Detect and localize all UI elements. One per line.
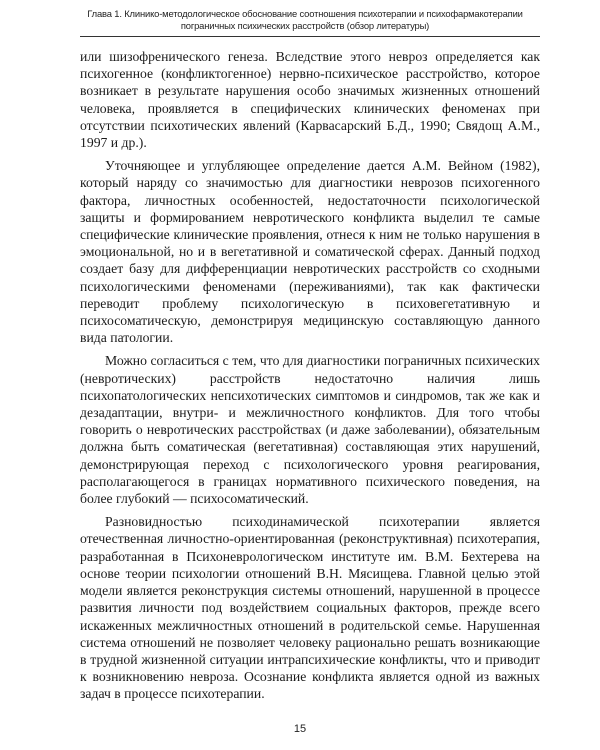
paragraph-1: или шизофренического генеза. Вследствие этого невроз определяется как психогенное (конфликтогенное) нервно-психическое расстройство, которое возникает в результате нарушения особо значимых жизненных отношений человека, проявляется в специфических клинических феноменах при отсутствии психотических явлений (Карвасарский Б.Д., 1990; Свядощ А.М., 1997 и др.). bbox=[80, 49, 540, 151]
paragraph-3: Можно согласиться с тем, что для диагностики пограничных психических (невротических) расстройств недостаточно наличия лишь психопатологических непсихотических симптомов и синдромов, так же как и дезадаптации, внутри- и межличностного конфликтов. Для того чтобы говорить о невротических расстройствах (и даже заболевании), обязательным должна быть соматическая (вегетативная) составляющая этих нарушений, демонстрирующая переход с психологического уровня реагирования, располагающегося в границах нормативного психического поведения, на более глубокий — психосоматический. bbox=[80, 353, 540, 507]
page-number: 15 bbox=[293, 723, 307, 735]
paragraph-2: Уточняющее и углубляющее определение дается А.М. Вейном (1982), который наряду со значимостью для диагностики неврозов психогенного фактора, личностных особенностей, недостаточности психологической защиты и формированием невротического конфликта выделил те самые специфические клинические проявления, отнеся к ним не только нарушения в эмоциональной, но и в вегетативной и соматической сферах. Данный подход создает базу для дифференциации невротических расстройств со сходными психологическими феноменами (переживаниями), так как фактически переводит проблему психологическую в психовегетативную и психосоматическую, демонстрируя медицинскую составляющую данного вида патологии. bbox=[80, 158, 540, 346]
running-header bbox=[70, 8, 540, 32]
header-divider bbox=[80, 36, 540, 37]
running-header-line-2: пограничных психических расстройств (обзор литературы) bbox=[180, 20, 430, 31]
running-header-line-1: Глава 1. Клинико-методологическое обоснование соотношения психотерапии и психофармакотерапии bbox=[87, 8, 523, 19]
page-body bbox=[80, 48, 540, 703]
paragraph-4: Разновидностью психодинамической психотерапии является отечественная личностно-ориентированная (реконструктивная) психотерапия, разработанная в Психоневрологическом институте им. В.М. Бехтерева на основе теории психологии отношений В.Н. Мясищева. Главной целью этой модели является реконструкция системы отношений, нарушенной в процессе развития личности под воздействием социальных факторов, прежде всего искаженных межличностных отношений в родительской семье. Нарушенная система отношений не позволяет человеку рационально решать возникающие в трудной жизненной ситуации интрапсихические конфликты, что и приводит к возникновению невроза. Осознание конфликта является одной из важных задач в процессе психотерапии. bbox=[80, 514, 540, 702]
